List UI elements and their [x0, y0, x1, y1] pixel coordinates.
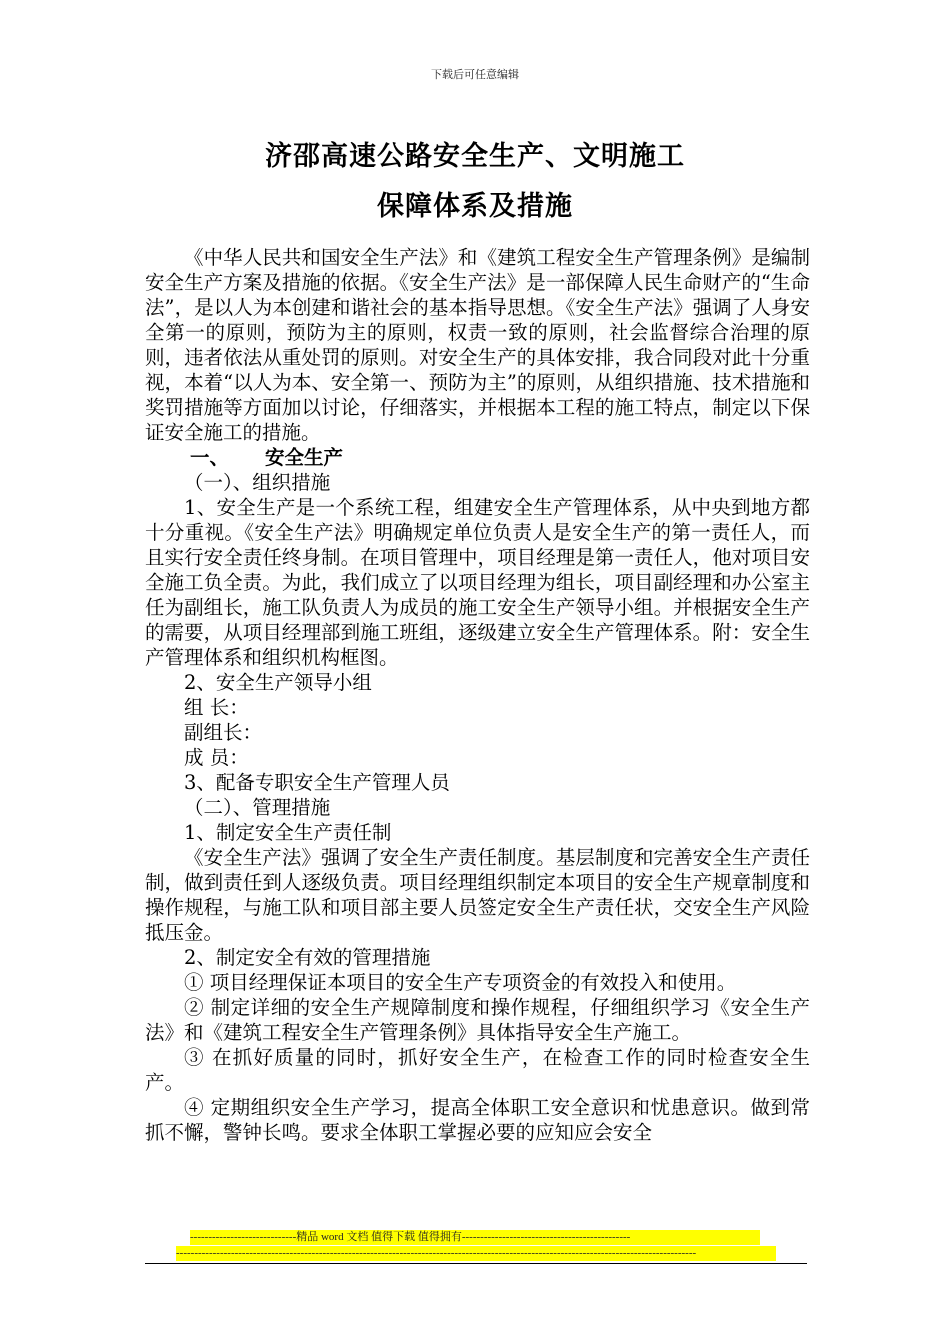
body-paragraph: 《安全生产法》强调了安全生产责任制度。基层制度和完善安全生产责任制，做到责任到人逐级负责。项目经理组织制定本项目的安全生产规章制度和操作规程，与施工队和项目部主要人员签定安全生产责任状，交安全生产风险抵压金。	[145, 846, 810, 944]
section-number: 一、	[190, 446, 230, 469]
document-subtitle: 保障体系及措施	[377, 191, 573, 222]
list-item: ② 制定详细的安全生产规障制度和操作规程，仔细组织学习《安全生产法》和《建筑工程安全生产管理条例》具体指导安全生产施工。	[145, 996, 810, 1044]
item-heading: 1、制定安全生产责任制	[184, 821, 392, 844]
list-item: ③ 在抓好质量的同时，抓好安全生产，在检查工作的同时检查安全生产。	[145, 1046, 810, 1094]
section-title: 安全生产	[265, 446, 344, 469]
item-heading: 2、制定安全有效的管理措施	[184, 946, 431, 969]
header-note: 下载后可任意编辑	[431, 68, 519, 81]
list-item: ① 项目经理保证本项目的安全生产专项资金的有效投入和使用。	[184, 971, 737, 994]
item-heading: 2、安全生产领导小组	[184, 671, 372, 694]
role-leader: 组 长：	[184, 696, 249, 719]
subsection-heading: （二）、管理措施	[184, 796, 331, 819]
body-paragraph: 1、安全生产是一个系统工程，组建安全生产管理体系，从中央到地方都十分重视。《安全生产法》明确规定单位负责人是安全生产的第一责任人，而且实行安全责任终身制。在项目管理中，项目经理是第一责任人，他对项目安全施工负全责。为此，我们成立了以项目经理为组长，项目副经理和办公室主任为副组长，施工队负责人为成员的施工安全生产领导小组。并根据安全生产的需要，从项目经理部到施工班组，逐级建立安全生产管理体系。附：安全生产管理体系和组织机构框图。	[145, 496, 810, 669]
role-member: 成 员：	[184, 746, 249, 769]
document-body	[145, 245, 810, 1145]
subsection-heading: （一）、组织措施	[184, 471, 331, 494]
list-item: ④ 定期组织安全生产学习，提高全体职工安全意识和忧患意识。做到常抓不懈，警钟长鸣。要求全体职工掌握必要的应知应会安全	[145, 1096, 810, 1144]
footer-divider	[145, 1263, 807, 1264]
item-heading: 3、配备专职安全生产管理人员	[184, 771, 450, 794]
footer-banner-line1: -----------------------------精品 word 文档 值得下载 值得拥有----------------------------------------------	[190, 1230, 760, 1245]
section-heading	[145, 445, 810, 470]
role-deputy: 副组长：	[184, 721, 263, 744]
document-title: 济邵高速公路安全生产、文明施工	[265, 141, 685, 172]
footer-banner-line2: ----------------------------------------------------------------------------------------------------------------------------------------------	[176, 1246, 776, 1261]
intro-paragraph: 《中华人民共和国安全生产法》和《建筑工程安全生产管理条例》是编制安全生产方案及措施的依据。《安全生产法》是一部保障人民生命财产的“生命法”，是以人为本创建和谐社会的基本指导思想。《安全生产法》强调了人身安全第一的原则，预防为主的原则，权责一致的原则，社会监督综合治理的原则，违者依法从重处罚的原则。对安全生产的具体安排，我合同段对此十分重视，本着“以人为本、安全第一、预防为主”的原则，从组织措施、技术措施和奖罚措施等方面加以讨论，仔细落实，并根据本工程的施工特点，制定以下保证安全施工的措施。	[145, 246, 810, 444]
